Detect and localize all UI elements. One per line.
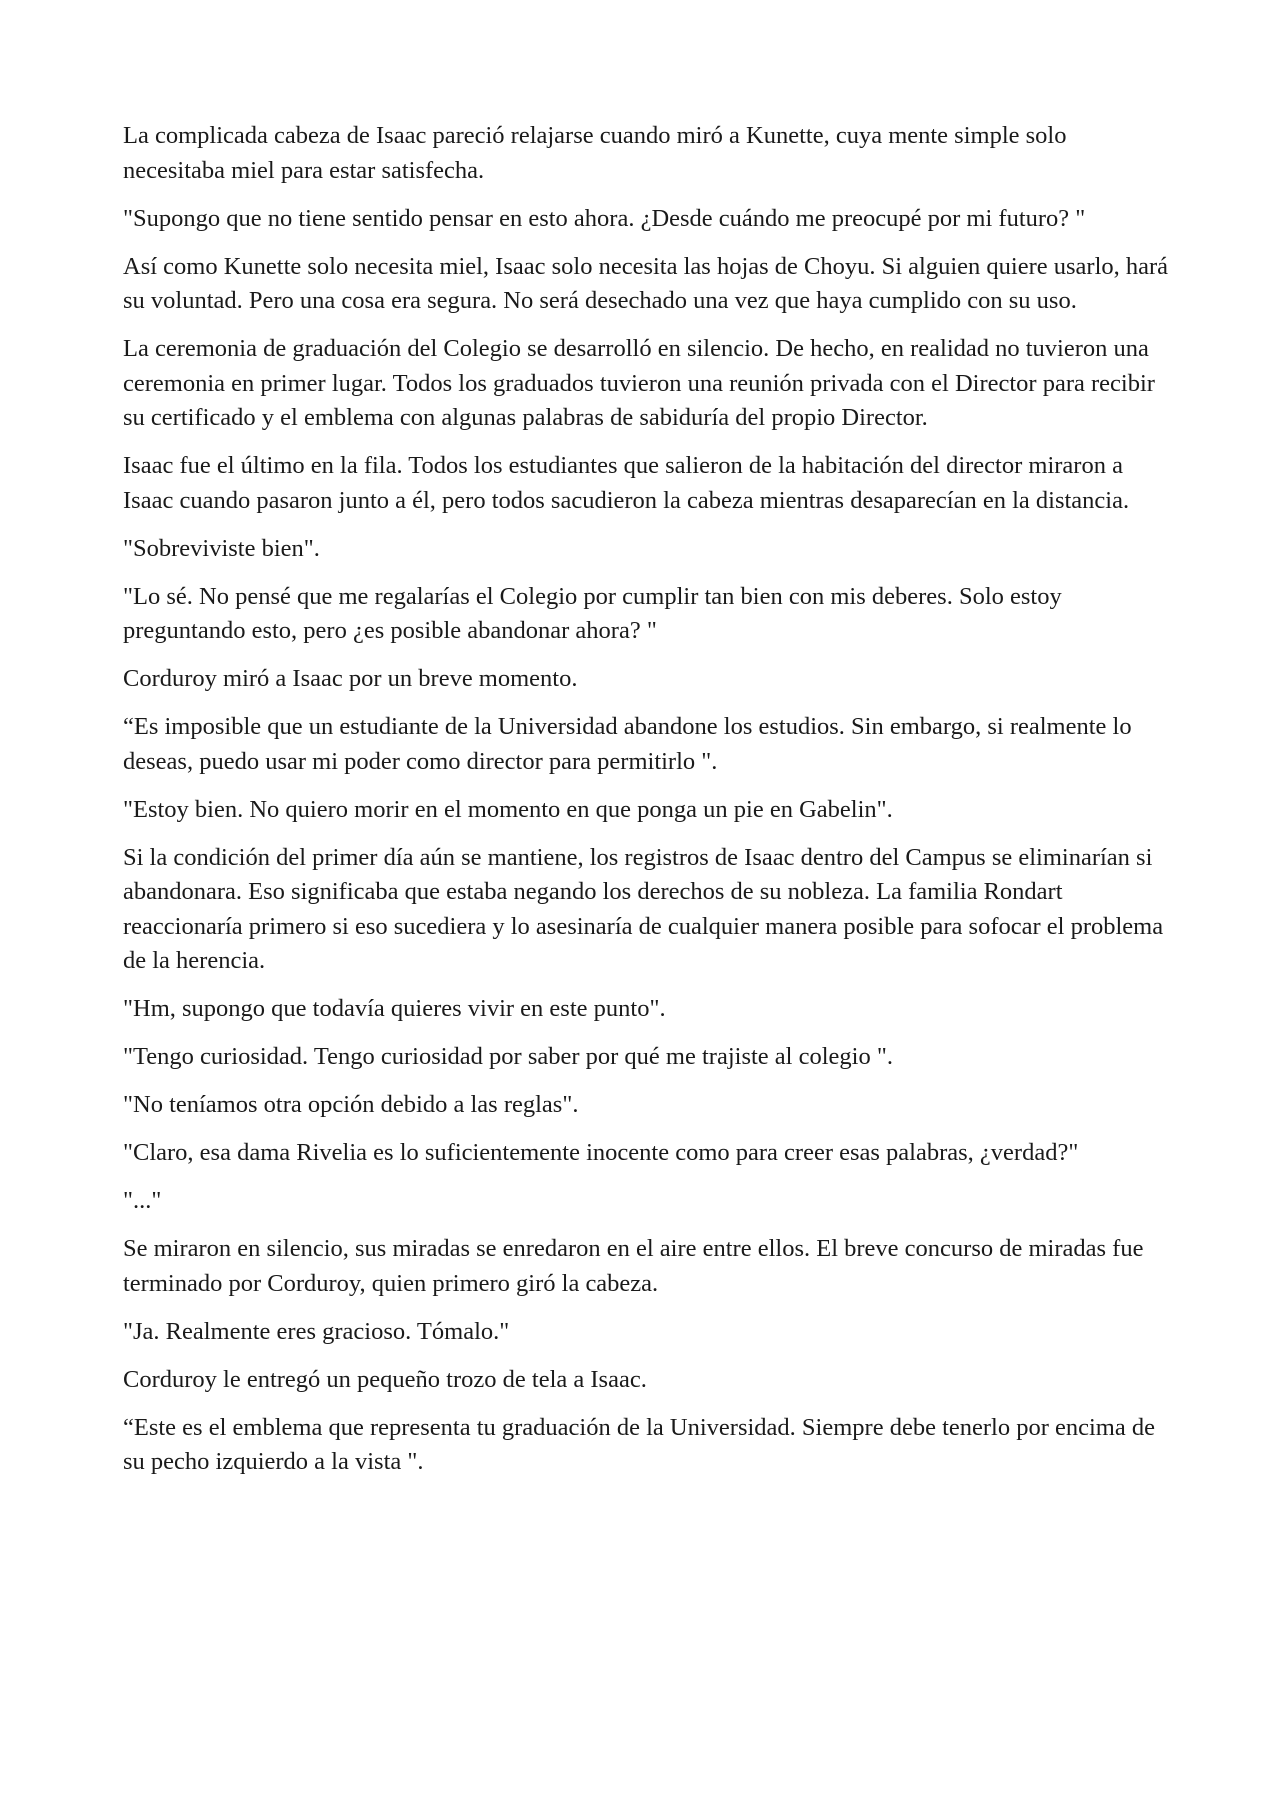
paragraph: Si la condición del primer día aún se mantiene, los registros de Isaac dentro del Campus se eliminarían si abandonara. Eso significaba que estaba negando los derechos de su nobleza. La familia Rondart reaccionaría primero si eso sucediera y lo asesinaría de cualquier manera posible para sofocar el problema de la herencia. [123, 843, 1164, 974]
paragraph: La ceremonia de graduación del Colegio se desarrolló en silencio. De hecho, en realidad no tuvieron una ceremonia en primer lugar. Todos los graduados tuvieron una reunión privada con el Director para recibir su certificado y el emblema con algunas palabras de sabiduría del propio Director. [123, 335, 1155, 431]
paragraph: Corduroy miró a Isaac por un breve momento. [123, 665, 578, 692]
paragraph: “Es imposible que un estudiante de la Universidad abandone los estudios. Sin embargo, si realmente lo deseas, puedo usar mi poder como director para permitirlo ". [123, 713, 1132, 775]
paragraph: "No teníamos otra opción debido a las reglas". [123, 1091, 579, 1118]
paragraph: "Estoy bien. No quiero morir en el momento en que ponga un pie en Gabelin". [123, 795, 893, 823]
document-body [123, 119, 1173, 1493]
paragraph: Así como Kunette solo necesita miel, Isaac solo necesita las hojas de Choyu. Si alguien quiere usarlo, hará su voluntad. Pero una cosa era segura. No será desechado una vez que haya cumplido con su uso. [123, 252, 1169, 314]
paragraph: "Lo sé. No pensé que me regalarías el Colegio por cumplir tan bien con mis deberes. Solo estoy preguntando esto, pero ¿es posible abandonar ahora? " [123, 582, 1062, 644]
paragraph: La complicada cabeza de Isaac pareció relajarse cuando miró a Kunette, cuya mente simple solo necesitaba miel para estar satisfecha. [123, 122, 1067, 184]
paragraph: Se miraron en silencio, sus miradas se enredaron en el aire entre ellos. El breve concurso de miradas fue terminado por Corduroy, quien primero giró la cabeza. [123, 1235, 1144, 1297]
paragraph: "Ja. Realmente eres gracioso. Tómalo." [123, 1317, 510, 1345]
paragraph: "Hm, supongo que todavía quieres vivir en este punto". [123, 995, 666, 1022]
paragraph: "..." [123, 1187, 162, 1214]
paragraph: Isaac fue el último en la fila. Todos los estudiantes que salieron de la habitación del director miraron a Isaac cuando pasaron junto a él, pero todos sacudieron la cabeza mientras desaparecían en la distancia. [123, 452, 1130, 514]
paragraph: "Claro, esa dama Rivelia es lo suficientemente inocente como para creer esas palabras, ¿verdad?" [123, 1139, 1079, 1166]
paragraph: Corduroy le entregó un pequeño trozo de tela a Isaac. [123, 1365, 647, 1393]
paragraph: "Supongo que no tiene sentido pensar en esto ahora. ¿Desde cuándo me preocupé por mi futuro? " [123, 204, 1086, 232]
paragraph: "Tengo curiosidad. Tengo curiosidad por saber por qué me trajiste al colegio ". [123, 1043, 893, 1070]
paragraph: "Sobreviviste bien". [123, 534, 320, 562]
paragraph: “Este es el emblema que representa tu graduación de la Universidad. Siempre debe tenerlo por encima de su pecho izquierdo a la vista ". [123, 1413, 1155, 1475]
